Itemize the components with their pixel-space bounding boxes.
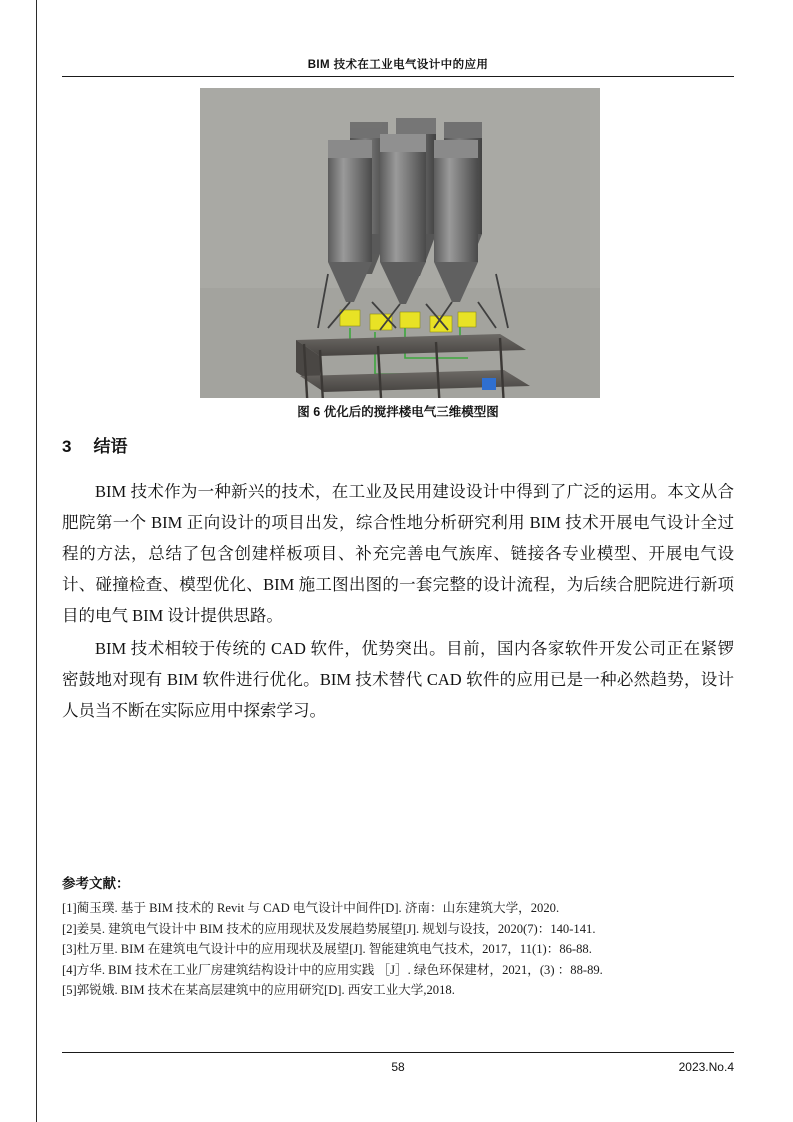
page-content — [62, 0, 734, 1122]
section-number: 3 — [62, 437, 72, 456]
references-title: 参考文献： — [62, 876, 130, 891]
paragraph: BIM 技术相较于传统的 CAD 软件，优势突出。目前，国内各家软件开发公司正在紧锣密鼓地对现有 BIM 软件进行优化。BIM 技术替代 CAD 软件的应用已是一种必然趋势，设计人员当不断在实际应用中探索学习。 — [62, 639, 734, 720]
body-text — [62, 476, 734, 728]
issue-label: 2023.No.4 — [678, 1060, 734, 1074]
reference-item: [3]杜万里. BIM 在建筑电气设计中的应用现状及展望[J]. 智能建筑电气技术，2017，11(1)：86-88. — [62, 942, 592, 956]
reference-item: [4]方华. BIM 技术在工业厂房建筑结构设计中的应用实践 ［J］. 绿色环保建材，2021，(3) ：88-89. — [62, 962, 603, 977]
footer-divider — [62, 1052, 734, 1053]
section-heading — [62, 432, 734, 457]
header-divider — [62, 76, 734, 77]
reference-item: [5]郭锐娥. BIM 技术在某高层建筑中的应用研究[D]. 西安工业大学,2018. — [62, 983, 455, 997]
page-binding-line — [36, 0, 37, 1122]
reference-item: [1]蔺玉璞. 基于 BIM 技术的 Revit 与 CAD 电气设计中间件[D]. 济南：山东建筑大学，2020. — [62, 901, 560, 915]
page-footer — [62, 1060, 734, 1080]
figure-image — [200, 88, 600, 398]
section-title: 结语 — [93, 437, 128, 456]
mixing-tower-3d-model-graphic — [200, 88, 600, 398]
reference-item: [2]姜昊. 建筑电气设计中 BIM 技术的应用现状及发展趋势展望[J]. 规划与设技，2020(7)：140-141. — [62, 921, 596, 936]
running-title: BIM 技术在工业电气设计中的应用 — [307, 59, 489, 71]
paragraph: BIM 技术作为一种新兴的技术，在工业及民用建设设计中得到了广泛的运用。本文从合肥院第一个 BIM 正向设计的项目出发，综合性地分析研究利用 BIM 技术开展电气设计全过程的方法，总结了包含创建样板项目、补充完善电气族库、链接各专业模型、开展电气设计、碰撞检查、模型优化、BIM 施工图出图的一套完整的设计流程，为后续合肥院进行新项目的电气 BIM 设计提供思路。 — [62, 482, 734, 625]
page-header — [62, 56, 734, 72]
page-number: 58 — [391, 1060, 405, 1074]
figure-caption: 图 6 优化后的搅拌楼电气三维模型图 — [297, 405, 499, 419]
references-section — [62, 872, 734, 1001]
